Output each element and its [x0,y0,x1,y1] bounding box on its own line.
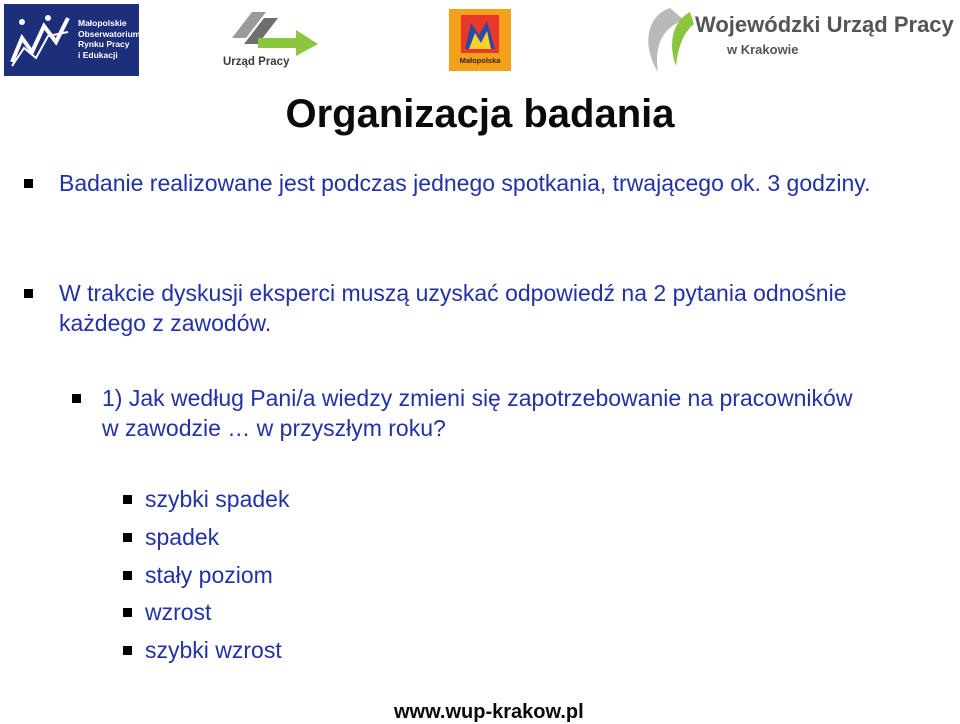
answer-option-label: spadek [145,524,220,550]
urzad-pracy-label: Urząd Pracy [223,56,290,68]
answer-option [145,635,545,665]
morpie-text: Małopolskie Obserwatorium Rynku Pracy i Edukacji [78,18,141,60]
slide-title: Organizacja badania [285,92,675,136]
question-item [102,383,862,443]
urzad-pracy-logo [222,8,322,72]
answer-option [145,522,545,552]
bullet-marker [123,495,132,504]
morpie-logo [4,4,139,76]
answer-option-label: stały poziom [145,562,273,588]
wup-logo [640,4,960,76]
bullet-marker [123,571,132,580]
wup-swoosh-icon [640,6,696,76]
morpie-chart-icon [8,12,74,70]
bullet-marker [72,394,81,403]
malopolska-logo [449,9,511,71]
bullet-text: Badanie realizowane jest podczas jednego spotkania, trwającego ok. 3 godziny. [59,170,871,196]
question-text-continued: w zawodzie … w przyszłym roku? [102,415,446,441]
answer-option-label: szybki spadek [145,486,290,512]
answer-option [145,597,545,627]
answer-option [145,560,545,590]
bullet-item [59,168,899,198]
malopolska-label: Małopolska [459,56,501,65]
bullet-marker [24,179,33,188]
bullet-item [59,278,899,338]
bullet-marker [123,608,132,617]
bullet-marker [123,533,132,542]
answer-option-label: wzrost [145,599,212,625]
question-text: 1) Jak według Pani/a wiedzy zmieni się zapotrzebowanie na pracowników [102,385,853,411]
answer-option [145,484,545,514]
urzad-pracy-arrow-icon [222,8,322,56]
malopolska-emblem-icon [459,13,501,55]
wup-title: Wojewódzki Urząd Pracy [695,12,954,37]
answer-option-label: szybki wzrost [145,637,282,663]
bullet-marker [123,646,132,655]
footer-url: www.wup-krakow.pl [394,701,584,723]
bullet-marker [24,289,33,298]
bullet-text: W trakcie dyskusji eksperci muszą uzyskać odpowiedź na 2 pytania odnośnie każdego z zawodów. [59,280,847,336]
logo-bar [0,0,960,80]
wup-subtitle: w Krakowie [727,42,799,57]
